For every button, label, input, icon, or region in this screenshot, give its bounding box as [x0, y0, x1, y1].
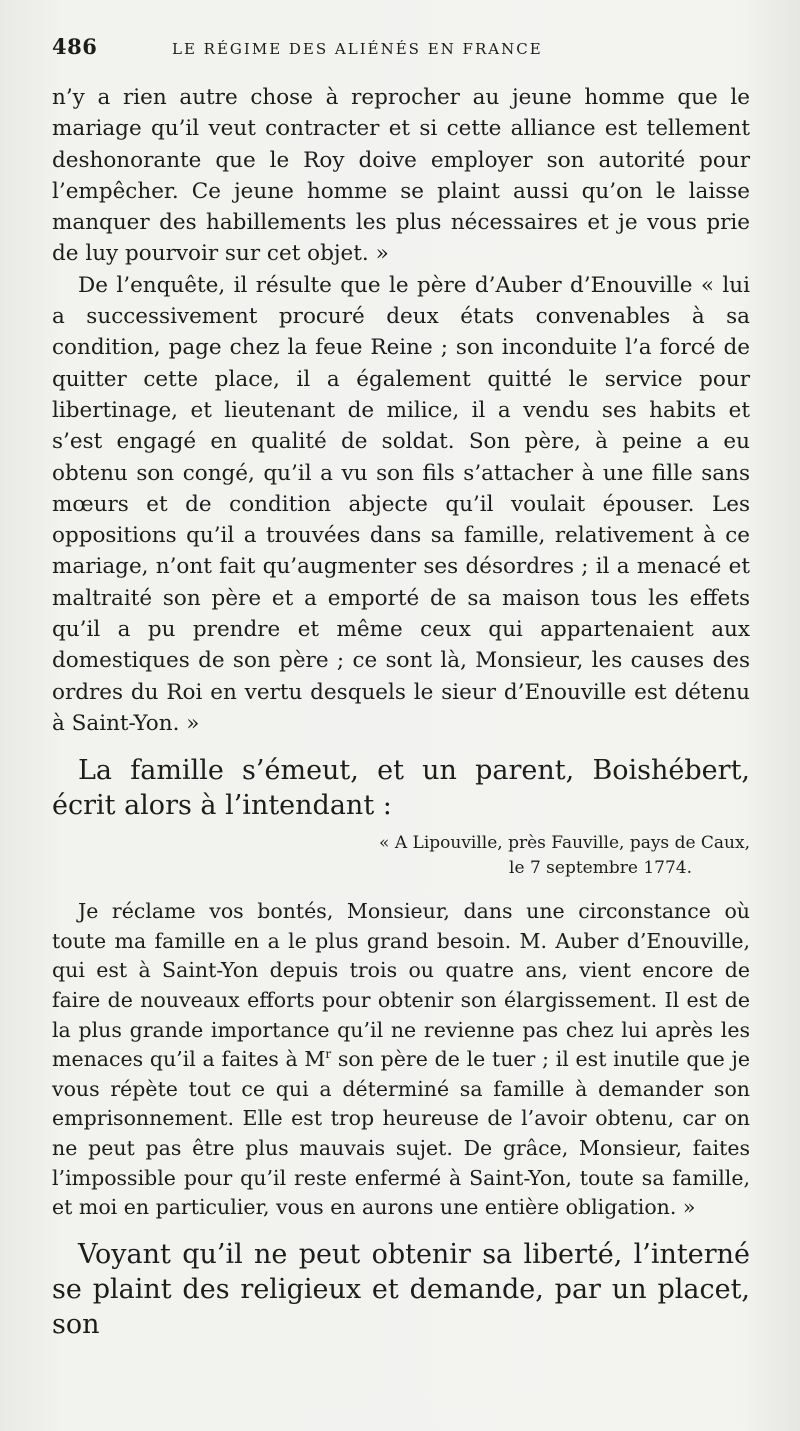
body-text-large	[52, 753, 750, 823]
quoted-letter	[52, 897, 750, 1223]
letter-body-part1: Je réclame vos bontés, Monsieur, dans une circonstance où toute ma famille en a le plus grand besoin. M. Auber d’Enouville, qui est à Saint-Yon depuis trois ou quatre ans, vient encore de faire de nouveaux efforts pour obtenir son élargissement. Il est de la plus grande importance qu’il ne revienne pas chez lui après les menaces qu’il a faites à M	[52, 899, 750, 1072]
paragraph-continued-letter: n’y a rien autre chose à reprocher au jeune homme que le mariage qu’il veut contracter et si cette alliance est tellement deshonorante que le Roy doive employer son autorité pour l’empêcher. Ce jeune homme se plaint aussi qu’on le laisse manquer des habillements les plus nécessaires et je vous prie de luy pourvoir sur cet objet. »	[52, 85, 750, 267]
page-header	[52, 34, 750, 74]
paragraph-inquiry: De l’enquête, il résulte que le père d’Auber d’Enouville « lui a successivement procuré deux états convenables à sa condition, page chez la feue Reine ; son inconduite l’a forcé de quitter cette place, il a également quitté le service pour libertinage, et lieutenant de milice, il a vendu ses habits et s’est engagé en qualité de soldat. Son père, à peine a eu obtenu son congé, qu’il a vu son fils s’attacher à une fille sans mœurs et de condition abjecte qu’il voulait épouser. Les oppositions qu’il a trouvées dans sa famille, relativement à ce mariage, n’ont fait qu’augmenter ses désordres ; il a menacé et maltraité son père et a emporté de sa maison tous les effets qu’il a pu prendre et même ceux qui appartenaient aux domestiques de son père ; ce sont là, Monsieur, les causes des ordres du Roi en vertu desquels le sieur d’Enouville est détenu à Saint-Yon. »	[52, 272, 750, 736]
page-number: 486	[52, 34, 98, 59]
dateline-date: le 7 septembre 1774.	[509, 858, 692, 879]
running-title: LE RÉGIME DES ALIÉNÉS EN FRANCE	[172, 40, 543, 58]
letter-body-part2: son père de le tuer ; il est inutile que je vous répète tout ce qui a déterminé sa famille à demander son emprisonnement. Elle est trop heureuse de l’avoir obtenu, car on ne peut pas être plus mauvais sujet. De grâce, Monsieur, faites l’impossible pour qu’il reste enfermé à Saint-Yon, toute sa famille, et moi en particulier, vous en aurons une entière obligation. »	[52, 1047, 751, 1220]
paragraph-letter-body	[52, 897, 750, 1223]
superscript-r: r	[325, 1047, 332, 1062]
paragraph-internee-complaint: Voyant qu’il ne peut obtenir sa liberté, l’interné se plaint des religieux et demande, par un placet, son	[52, 1238, 750, 1340]
letter-dateline	[52, 831, 750, 881]
body-text-bottom	[52, 1237, 750, 1342]
body-text-top	[52, 82, 750, 739]
dateline-place: « A Lipouville, près Fauville, pays de Caux,	[379, 833, 750, 854]
paragraph-family-reaction: La famille s’émeut, et un parent, Boishébert, écrit alors à l’intendant :	[52, 755, 750, 822]
